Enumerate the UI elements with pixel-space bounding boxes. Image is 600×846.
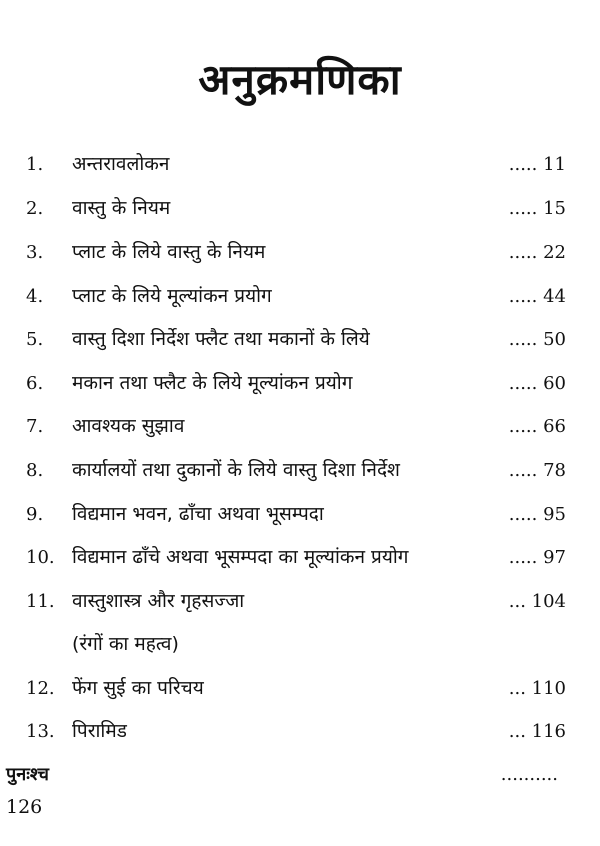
entry-page: ..... 78: [508, 460, 566, 481]
entry-number: 6.: [26, 373, 44, 394]
entry-title: पिरामिड: [72, 720, 127, 742]
page-title: अनुक्रमणिका: [198, 55, 402, 104]
entry-number: 11.: [26, 591, 55, 612]
toc-entry-11: [0, 587, 600, 617]
toc-entry-5: [0, 325, 600, 355]
toc-entry-11-subtitle: [0, 630, 600, 660]
entry-title: विद्यमान भवन, ढाँचा अथवा भूसम्पदा: [72, 503, 324, 525]
entry-page: ..... 60: [508, 373, 566, 394]
entry-page: ..... 66: [508, 416, 566, 437]
entry-page: ..... 97: [508, 547, 566, 568]
entry-page: ..... 22: [508, 242, 566, 263]
addendum-label: पुनःश्च: [6, 764, 49, 785]
toc-entry-2: [0, 194, 600, 224]
entry-title: मकान तथा फ्लैट के लिये मूल्यांकन प्रयोग: [72, 372, 353, 394]
toc-entry-13: [0, 717, 600, 747]
toc-entry-10: [0, 543, 600, 573]
toc-entry-8: [0, 456, 600, 486]
toc-entry-6: [0, 369, 600, 399]
entry-page: ..... 11: [508, 154, 566, 175]
entry-number: 9.: [26, 504, 44, 525]
entry-title: कार्यालयों तथा दुकानों के लिये वास्तु दिशा निर्देश: [72, 459, 400, 481]
entry-title: वास्तुशास्त्र और गृहसज्जा: [72, 590, 245, 612]
toc-entry-12: [0, 674, 600, 704]
entry-number: 10.: [26, 547, 55, 568]
entry-number: 12.: [26, 678, 55, 699]
toc-entry-1: [0, 150, 600, 180]
entry-number: 2.: [26, 198, 44, 219]
entry-number: 5.: [26, 329, 44, 350]
toc-entry-9: [0, 500, 600, 530]
toc-entry-4: [0, 282, 600, 312]
entry-number: 3.: [26, 242, 44, 263]
toc-entry-7: [0, 412, 600, 442]
entry-title: (रंगों का महत्व): [72, 633, 179, 655]
entry-title: प्लाट के लिये मूल्यांकन प्रयोग: [72, 285, 272, 307]
entry-title: वास्तु के नियम: [72, 197, 171, 219]
entry-number: 4.: [26, 286, 44, 307]
entry-page: ..... 15: [508, 198, 566, 219]
entry-page: ... 116: [508, 721, 566, 742]
entry-title: अन्तरावलोकन: [72, 153, 170, 175]
entry-number: 1.: [26, 154, 44, 175]
entry-title: फेंग सुई का परिचय: [72, 677, 204, 699]
addendum-dots: ..........: [500, 764, 558, 785]
entry-title: आवश्यक सुझाव: [72, 415, 185, 437]
entry-page: ... 110: [508, 678, 566, 699]
entry-number: 7.: [26, 416, 44, 437]
entry-number: 13.: [26, 721, 55, 742]
entry-title: विद्यमान ढाँचे अथवा भूसम्पदा का मूल्यांकन प्रयोग: [72, 546, 409, 568]
entry-page: ..... 95: [508, 504, 566, 525]
entry-number: 8.: [26, 460, 44, 481]
page-number: 126: [6, 796, 43, 818]
entry-page: ..... 50: [508, 329, 566, 350]
entry-page: ... 104: [508, 591, 566, 612]
entry-page: ..... 44: [508, 286, 566, 307]
entry-title: प्लाट के लिये वास्तु के नियम: [72, 241, 266, 263]
toc-entry-3: [0, 238, 600, 268]
entry-title: वास्तु दिशा निर्देश फ्लैट तथा मकानों के लिये: [72, 328, 370, 350]
